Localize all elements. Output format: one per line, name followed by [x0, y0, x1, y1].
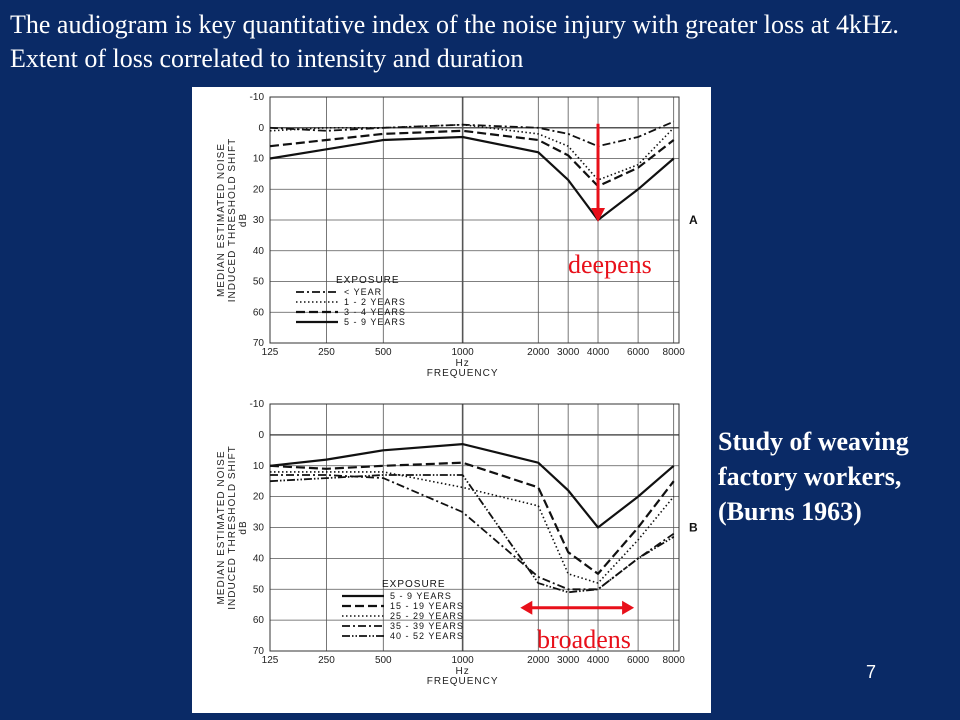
y-axis-label: MEDIAN ESTIMATED NOISE [216, 450, 227, 605]
x-axis-label: FREQUENCY [426, 368, 499, 379]
x-tick-label: 1000 [451, 655, 474, 666]
x-tick-label: 6000 [626, 347, 650, 358]
x-tick-label: 125 [261, 347, 279, 358]
x-tick-label: 2000 [527, 655, 550, 666]
x-tick-label: 1000 [451, 347, 474, 358]
study-caption: Study of weaving factory workers, (Burns 1963) [718, 427, 909, 526]
legend-label: 1 - 2 YEARS [344, 297, 406, 307]
x-tick-label: 8000 [662, 655, 685, 666]
y-axis-label: dB [238, 520, 249, 535]
x-axis-unit: Hz [455, 666, 470, 677]
x-tick-label: 4000 [586, 655, 610, 666]
x-tick-label: 250 [318, 655, 335, 666]
y-tick-label: 70 [252, 646, 264, 657]
y-tick-label: 10 [252, 460, 264, 472]
series-line [270, 444, 674, 527]
series-line [270, 122, 674, 147]
y-tick-label: 30 [252, 215, 264, 226]
legend-title: EXPOSURE [382, 579, 446, 590]
y-tick-label: -10 [249, 92, 264, 103]
legend-label: 35 - 39 YEARS [390, 621, 464, 631]
broadens-arrowhead-left [520, 601, 532, 615]
x-tick-label: 4000 [586, 347, 610, 358]
y-tick-label: 0 [258, 122, 264, 134]
audiogram-charts [192, 87, 711, 713]
x-axis-unit: Hz [455, 358, 470, 369]
series-line [270, 475, 674, 589]
x-tick-label: 2000 [527, 347, 550, 358]
legend-label: < YEAR [344, 287, 383, 297]
legend-label: 15 - 19 YEARS [390, 601, 464, 611]
x-tick-label: 500 [374, 347, 392, 358]
broadens-arrowhead-right [622, 601, 634, 615]
x-tick-label: 6000 [626, 655, 650, 666]
audiogram-figure [192, 87, 711, 713]
deepens-annotation [568, 124, 652, 279]
y-tick-label: 0 [258, 429, 264, 441]
y-tick-label: 60 [252, 615, 264, 627]
x-tick-label: 3000 [557, 347, 580, 358]
legend-label: 5 - 9 YEARS [344, 317, 406, 327]
y-tick-label: 60 [252, 307, 264, 319]
x-axis-label: FREQUENCY [426, 676, 499, 687]
panel-label: A [689, 213, 698, 227]
y-tick-label: 10 [252, 153, 264, 165]
series-line [270, 137, 674, 220]
y-tick-label: 40 [252, 553, 264, 565]
x-tick-label: 250 [318, 347, 335, 358]
series-line [270, 475, 674, 592]
y-tick-label: 50 [252, 584, 264, 596]
slide-title: The audiogram is key quantitative index of the noise injury with greater loss at 4kHz. Extent of loss correlated to intensity and duration [10, 10, 899, 73]
panel-label: B [689, 520, 698, 535]
y-tick-label: 70 [252, 338, 264, 349]
x-tick-label: 8000 [662, 347, 685, 358]
y-tick-label: -10 [249, 399, 264, 410]
y-tick-label: 20 [252, 491, 264, 503]
y-tick-label: 20 [252, 184, 264, 196]
y-axis-label: INDUCED THRESHOLD SHIFT [227, 137, 238, 303]
x-tick-label: 3000 [557, 655, 580, 666]
y-tick-label: 40 [252, 245, 264, 257]
legend-label: 40 - 52 YEARS [390, 631, 464, 641]
series-line [270, 463, 674, 574]
y-axis-label: dB [238, 212, 249, 228]
x-tick-label: 500 [374, 655, 392, 666]
broadens-annotation [520, 601, 634, 654]
y-axis-label: INDUCED THRESHOLD SHIFT [227, 445, 238, 610]
legend-label: 5 - 9 YEARS [390, 591, 452, 601]
x-tick-label: 125 [261, 655, 279, 666]
deepens-label: deepens [568, 250, 652, 279]
chart-panel-b [216, 399, 698, 687]
y-axis-label: MEDIAN ESTIMATED NOISE [216, 142, 227, 298]
legend-label: 25 - 29 YEARS [390, 611, 464, 621]
slide-number: 7 [866, 662, 877, 682]
legend-label: 3 - 4 YEARS [344, 307, 406, 317]
legend-title: EXPOSURE [336, 275, 400, 286]
y-tick-label: 30 [252, 522, 264, 534]
broadens-label: broadens [537, 625, 631, 654]
chart-panel-a [216, 92, 698, 379]
y-tick-label: 50 [252, 276, 264, 288]
